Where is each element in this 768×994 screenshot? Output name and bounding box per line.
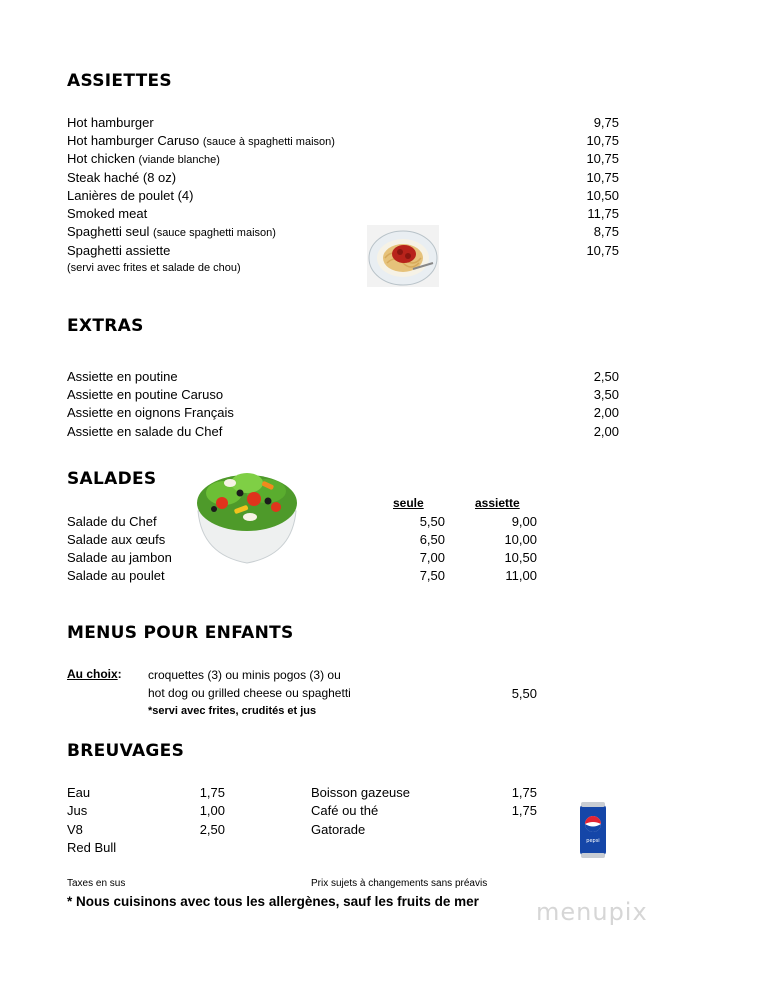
menu-item-price: 2,00 (593, 405, 619, 420)
drink-item: V8 (67, 822, 83, 837)
menu-item-price: 8,75 (593, 224, 619, 239)
menu-item: Spaghetti seul (sauce spaghetti maison) (67, 224, 276, 239)
drink-price: 1,00 (199, 803, 225, 818)
menu-item: Salade au jambon (67, 550, 172, 565)
menu-item: Salade au poulet (67, 568, 165, 583)
menu-item: Spaghetti assiette (67, 243, 171, 258)
menu-item-price: 9,75 (593, 115, 619, 130)
menu-item-price: 2,00 (593, 424, 619, 439)
section-title-extras: EXTRAS (67, 316, 144, 336)
menu-item-price: 2,50 (593, 369, 619, 384)
column-header-assiette: assiette (475, 496, 520, 510)
au-choix-label: Au choix: (67, 667, 122, 681)
menu-item-price: 10,50 (586, 188, 619, 203)
menu-item: Lanières de poulet (4) (67, 188, 194, 203)
drink-item: Red Bull (67, 840, 117, 855)
menu-item: Hot hamburger Caruso (sauce à spaghetti maison) (67, 133, 335, 148)
menu-item-price-assiette: 9,00 (511, 514, 537, 529)
prix-note: Prix sujets à changements sans préavis (311, 878, 488, 889)
menu-item-price: 10,75 (586, 243, 619, 258)
section-title-enfants: MENUS POUR ENFANTS (67, 623, 294, 643)
menu-item-price: 10,75 (586, 170, 619, 185)
menu-item-price-seule: 7,00 (419, 550, 445, 565)
drink-price: 1,75 (199, 785, 225, 800)
menu-item: Assiette en oignons Français (67, 405, 234, 420)
spaghetti-plate-image (367, 225, 439, 287)
taxes-note: Taxes en sus (67, 878, 126, 889)
menu-item: Steak haché (8 oz) (67, 170, 177, 185)
menu-item-price: 3,50 (593, 387, 619, 402)
menu-item-price: 11,75 (587, 206, 619, 221)
allergenes-note: * Nous cuisinons avec tous les allergènes, sauf les fruits de mer (67, 894, 479, 909)
drink-item: Eau (67, 785, 91, 800)
assiettes-footnote: (servi avec frites et salade de chou) (67, 262, 241, 274)
menu-item: Assiette en poutine (67, 369, 178, 384)
enfants-line-1: croquettes (3) ou minis pogos (3) ou (148, 668, 341, 682)
drink-item: Café ou thé (311, 803, 379, 818)
section-title-assiettes: ASSIETTES (67, 71, 172, 91)
salad-bowl-image (192, 459, 302, 565)
drink-price: 1,75 (511, 785, 537, 800)
svg-text:pepsi: pepsi (586, 838, 600, 844)
menu-item-price-assiette: 10,50 (504, 550, 537, 565)
menu-item-price-seule: 5,50 (419, 514, 445, 529)
menu-item-price: 10,75 (586, 133, 619, 148)
menu-item: Hot chicken (viande blanche) (67, 151, 220, 166)
drink-item: Gatorade (311, 822, 366, 837)
menupix-watermark: menupix (536, 898, 648, 926)
enfants-note: *servi avec frites, crudités et jus (148, 705, 317, 717)
drink-item: Boisson gazeuse (311, 785, 411, 800)
menu-item-price-assiette: 11,00 (505, 568, 537, 583)
menu-item-price: 10,75 (586, 151, 619, 166)
menu-item: Smoked meat (67, 206, 148, 221)
menu-item-price-seule: 6,50 (419, 532, 445, 547)
drink-price: 2,50 (199, 822, 225, 837)
menu-item: Salade du Chef (67, 514, 157, 529)
section-title-breuvages: BREUVAGES (67, 741, 185, 761)
menu-item: Salade aux œufs (67, 532, 166, 547)
drink-item: Jus (67, 803, 88, 818)
menu-item-price-seule: 7,50 (419, 568, 445, 583)
enfants-line-2: hot dog ou grilled cheese ou spaghetti (148, 686, 351, 700)
menu-item: Hot hamburger (67, 115, 154, 130)
menu-item: Assiette en poutine Caruso (67, 387, 224, 402)
menu-item: Assiette en salade du Chef (67, 424, 223, 439)
pepsi-can-image (578, 802, 608, 858)
enfants-price: 5,50 (511, 686, 537, 701)
column-header-seule: seule (393, 496, 424, 510)
drink-price: 1,75 (511, 803, 537, 818)
section-title-salades: SALADES (67, 469, 157, 489)
menu-item-price-assiette: 10,00 (504, 532, 537, 547)
